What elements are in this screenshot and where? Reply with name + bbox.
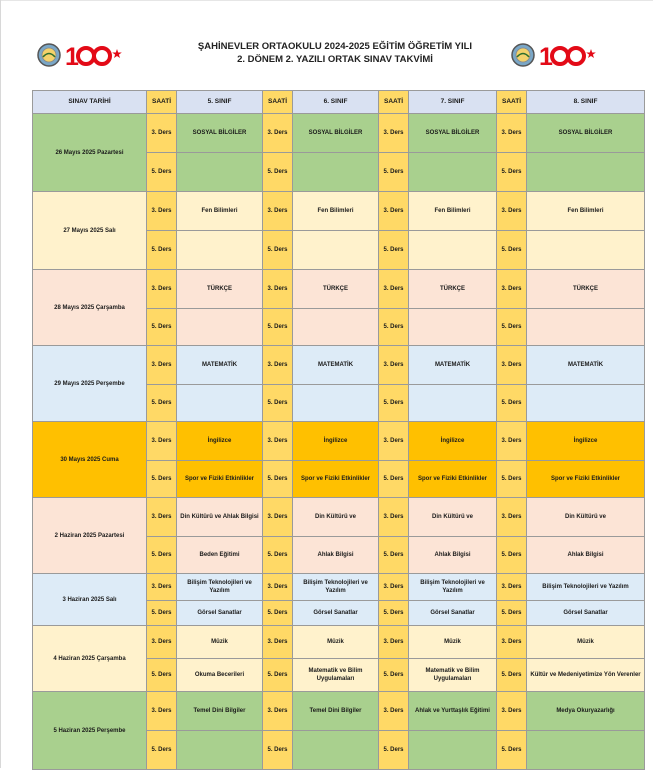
- schedule-body: [33, 114, 645, 770]
- table-row: [33, 692, 645, 731]
- exam-subject-cell-grade-7: Fen Bilimleri: [409, 192, 497, 231]
- exam-subject-cell-grade-8: Görsel Sanatlar: [527, 601, 645, 626]
- table-row: [33, 498, 645, 537]
- lesson-period-cell: 3. Ders: [379, 692, 409, 731]
- lesson-period-cell: 5. Ders: [147, 659, 177, 692]
- lesson-period-cell: 5. Ders: [497, 153, 527, 192]
- exam-subject-cell-grade-5: TÜRKÇE: [177, 270, 263, 309]
- lesson-period-cell: 5. Ders: [497, 601, 527, 626]
- exam-subject-cell-grade-8: [527, 231, 645, 270]
- exam-subject-cell-grade-6: [293, 309, 379, 346]
- exam-subject-cell-grade-6: TÜRKÇE: [293, 270, 379, 309]
- lesson-period-cell: 5. Ders: [147, 601, 177, 626]
- exam-subject-cell-grade-6: Matematik ve Bilim Uygulamaları: [293, 659, 379, 692]
- exam-subject-cell-grade-5: Görsel Sanatlar: [177, 601, 263, 626]
- top-rule: [0, 0, 653, 1]
- lesson-period-cell: 3. Ders: [147, 692, 177, 731]
- lesson-period-cell: 3. Ders: [497, 346, 527, 385]
- exam-subject-cell-grade-6: Fen Bilimleri: [293, 192, 379, 231]
- lesson-period-cell: 3. Ders: [379, 192, 409, 231]
- table-header-row: [33, 91, 645, 114]
- exam-subject-cell-grade-6: Ahlak Bilgisi: [293, 537, 379, 574]
- svg-text:1: 1: [65, 43, 79, 71]
- lesson-period-cell: 3. Ders: [147, 346, 177, 385]
- lesson-period-cell: 3. Ders: [147, 270, 177, 309]
- exam-subject-cell-grade-5: Beden Eğitimi: [177, 537, 263, 574]
- exam-subject-cell-grade-7: [409, 731, 497, 770]
- header-saat: SAATİ: [379, 91, 409, 114]
- table-row: [33, 114, 645, 153]
- lesson-period-cell: 5. Ders: [263, 659, 293, 692]
- exam-subject-cell-grade-7: Müzik: [409, 626, 497, 659]
- lesson-period-cell: 3. Ders: [147, 626, 177, 659]
- lesson-period-cell: 3. Ders: [147, 192, 177, 231]
- lesson-period-cell: 5. Ders: [263, 385, 293, 422]
- exam-subject-cell-grade-6: Müzik: [293, 626, 379, 659]
- exam-subject-cell-grade-7: MATEMATİK: [409, 346, 497, 385]
- lesson-period-cell: 3. Ders: [263, 346, 293, 385]
- document-title: [180, 40, 490, 66]
- exam-subject-cell-grade-7: TÜRKÇE: [409, 270, 497, 309]
- lesson-period-cell: 5. Ders: [497, 461, 527, 498]
- lesson-period-cell: 3. Ders: [379, 626, 409, 659]
- exam-subject-cell-grade-8: Spor ve Fiziki Etkinlikler: [527, 461, 645, 498]
- header-grade-8: 8. SINIF: [527, 91, 645, 114]
- lesson-period-cell: 3. Ders: [379, 574, 409, 601]
- exam-subject-cell-grade-8: Din Kültürü ve: [527, 498, 645, 537]
- lesson-period-cell: 3. Ders: [263, 692, 293, 731]
- exam-date-cell: 30 Mayıs 2025 Cuma: [33, 422, 147, 498]
- lesson-period-cell: 3. Ders: [263, 114, 293, 153]
- exam-subject-cell-grade-5: Bilişim Teknolojileri ve Yazılım: [177, 574, 263, 601]
- exam-subject-cell-grade-7: Din Kültürü ve: [409, 498, 497, 537]
- exam-subject-cell-grade-8: Kültür ve Medeniyetimize Yön Verenler: [527, 659, 645, 692]
- exam-subject-cell-grade-8: [527, 385, 645, 422]
- lesson-period-cell: 5. Ders: [497, 309, 527, 346]
- exam-subject-cell-grade-8: MATEMATİK: [527, 346, 645, 385]
- lesson-period-cell: 5. Ders: [497, 385, 527, 422]
- lesson-period-cell: 3. Ders: [497, 192, 527, 231]
- exam-subject-cell-grade-8: Medya Okuryazarlığı: [527, 692, 645, 731]
- lesson-period-cell: 5. Ders: [147, 537, 177, 574]
- exam-subject-cell-grade-8: TÜRKÇE: [527, 270, 645, 309]
- lesson-period-cell: 5. Ders: [379, 601, 409, 626]
- exam-subject-cell-grade-5: [177, 153, 263, 192]
- lesson-period-cell: 5. Ders: [263, 537, 293, 574]
- table-row: [33, 626, 645, 659]
- lesson-period-cell: 5. Ders: [497, 231, 527, 270]
- exam-subject-cell-grade-5: [177, 309, 263, 346]
- lesson-period-cell: 5. Ders: [147, 231, 177, 270]
- exam-subject-cell-grade-8: Fen Bilimleri: [527, 192, 645, 231]
- svg-text:1: 1: [539, 43, 553, 71]
- lesson-period-cell: 5. Ders: [379, 731, 409, 770]
- exam-subject-cell-grade-6: Bilişim Teknolojileri ve Yazılım: [293, 574, 379, 601]
- exam-subject-cell-grade-6: [293, 385, 379, 422]
- lesson-period-cell: 3. Ders: [147, 114, 177, 153]
- lesson-period-cell: 5. Ders: [379, 659, 409, 692]
- exam-subject-cell-grade-6: SOSYAL BİLGİLER: [293, 114, 379, 153]
- lesson-period-cell: 3. Ders: [263, 574, 293, 601]
- title-line-2: 2. DÖNEM 2. YAZILI ORTAK SINAV TAKVİMİ: [237, 54, 433, 65]
- exam-subject-cell-grade-6: Görsel Sanatlar: [293, 601, 379, 626]
- exam-date-cell: 26 Mayıs 2025 Pazartesi: [33, 114, 147, 192]
- exam-subject-cell-grade-7: [409, 153, 497, 192]
- exam-subject-cell-grade-5: Müzik: [177, 626, 263, 659]
- lesson-period-cell: 5. Ders: [147, 153, 177, 192]
- table-row: [33, 422, 645, 461]
- exam-date-cell: 2 Haziran 2025 Pazartesi: [33, 498, 147, 574]
- exam-subject-cell-grade-8: [527, 153, 645, 192]
- exam-subject-cell-grade-7: [409, 309, 497, 346]
- lesson-period-cell: 5. Ders: [147, 385, 177, 422]
- exam-subject-cell-grade-5: İngilizce: [177, 422, 263, 461]
- lesson-period-cell: 5. Ders: [263, 309, 293, 346]
- exam-subject-cell-grade-5: Temel Dini Bilgiler: [177, 692, 263, 731]
- exam-subject-cell-grade-7: Spor ve Fiziki Etkinlikler: [409, 461, 497, 498]
- table-row: [33, 346, 645, 385]
- lesson-period-cell: 5. Ders: [263, 731, 293, 770]
- exam-subject-cell-grade-8: Ahlak Bilgisi: [527, 537, 645, 574]
- exam-subject-cell-grade-5: SOSYAL BİLGİLER: [177, 114, 263, 153]
- lesson-period-cell: 5. Ders: [379, 537, 409, 574]
- exam-subject-cell-grade-6: MATEMATİK: [293, 346, 379, 385]
- exam-date-cell: 4 Haziran 2025 Çarşamba: [33, 626, 147, 692]
- lesson-period-cell: 3. Ders: [379, 346, 409, 385]
- table-row: [33, 270, 645, 309]
- lesson-period-cell: 3. Ders: [379, 422, 409, 461]
- lesson-period-cell: 5. Ders: [263, 601, 293, 626]
- exam-subject-cell-grade-6: [293, 153, 379, 192]
- exam-subject-cell-grade-7: Ahlak Bilgisi: [409, 537, 497, 574]
- header-date: SINAV TARİHİ: [33, 91, 147, 114]
- lesson-period-cell: 5. Ders: [379, 461, 409, 498]
- exam-subject-cell-grade-5: [177, 231, 263, 270]
- exam-subject-cell-grade-5: Din Kültürü ve Ahlak Bilgisi: [177, 498, 263, 537]
- lesson-period-cell: 3. Ders: [379, 498, 409, 537]
- lesson-period-cell: 5. Ders: [497, 731, 527, 770]
- exam-subject-cell-grade-5: Fen Bilimleri: [177, 192, 263, 231]
- lesson-period-cell: 5. Ders: [379, 231, 409, 270]
- lesson-period-cell: 3. Ders: [497, 626, 527, 659]
- exam-date-cell: 29 Mayıs 2025 Perşembe: [33, 346, 147, 422]
- logo-100-left: [34, 38, 126, 72]
- exam-subject-cell-grade-8: [527, 309, 645, 346]
- lesson-period-cell: 3. Ders: [263, 270, 293, 309]
- left-rule: [0, 0, 1, 768]
- lesson-period-cell: 3. Ders: [497, 498, 527, 537]
- lesson-period-cell: 5. Ders: [497, 659, 527, 692]
- lesson-period-cell: 3. Ders: [147, 498, 177, 537]
- lesson-period-cell: 3. Ders: [497, 574, 527, 601]
- exam-subject-cell-grade-7: Matematik ve Bilim Uygulamaları: [409, 659, 497, 692]
- lesson-period-cell: 5. Ders: [147, 309, 177, 346]
- exam-subject-cell-grade-7: İngilizce: [409, 422, 497, 461]
- header-grade-5: 5. SINIF: [177, 91, 263, 114]
- exam-date-cell: 5 Haziran 2025 Perşembe: [33, 692, 147, 770]
- table-row: [33, 192, 645, 231]
- lesson-period-cell: 5. Ders: [147, 731, 177, 770]
- exam-subject-cell-grade-8: SOSYAL BİLGİLER: [527, 114, 645, 153]
- exam-subject-cell-grade-8: İngilizce: [527, 422, 645, 461]
- lesson-period-cell: 3. Ders: [147, 422, 177, 461]
- lesson-period-cell: 3. Ders: [379, 270, 409, 309]
- exam-subject-cell-grade-6: [293, 231, 379, 270]
- lesson-period-cell: 5. Ders: [379, 385, 409, 422]
- lesson-period-cell: 5. Ders: [263, 231, 293, 270]
- exam-subject-cell-grade-5: [177, 385, 263, 422]
- lesson-period-cell: 3. Ders: [497, 270, 527, 309]
- lesson-period-cell: 5. Ders: [379, 309, 409, 346]
- lesson-period-cell: 5. Ders: [263, 461, 293, 498]
- lesson-period-cell: 5. Ders: [263, 153, 293, 192]
- table-row: [33, 574, 645, 601]
- exam-subject-cell-grade-6: Din Kültürü ve: [293, 498, 379, 537]
- exam-subject-cell-grade-8: Müzik: [527, 626, 645, 659]
- header-grade-7: 7. SINIF: [409, 91, 497, 114]
- header-saat: SAATİ: [147, 91, 177, 114]
- lesson-period-cell: 5. Ders: [497, 537, 527, 574]
- lesson-period-cell: 3. Ders: [263, 498, 293, 537]
- header-grade-6: 6. SINIF: [293, 91, 379, 114]
- exam-date-cell: 27 Mayıs 2025 Salı: [33, 192, 147, 270]
- exam-subject-cell-grade-7: [409, 231, 497, 270]
- title-line-1: ŞAHİNEVLER ORTAOKULU 2024-2025 EĞİTİM ÖĞRETİM YILI: [197, 41, 473, 52]
- exam-subject-cell-grade-6: Temel Dini Bilgiler: [293, 692, 379, 731]
- exam-subject-cell-grade-5: [177, 731, 263, 770]
- exam-subject-cell-grade-6: [293, 731, 379, 770]
- exam-subject-cell-grade-5: Spor ve Fiziki Etkinlikler: [177, 461, 263, 498]
- exam-subject-cell-grade-7: Görsel Sanatlar: [409, 601, 497, 626]
- lesson-period-cell: 5. Ders: [379, 153, 409, 192]
- lesson-period-cell: 3. Ders: [379, 114, 409, 153]
- exam-subject-cell-grade-7: [409, 385, 497, 422]
- exam-date-cell: 28 Mayıs 2025 Çarşamba: [33, 270, 147, 346]
- lesson-period-cell: 3. Ders: [263, 422, 293, 461]
- exam-date-cell: 3 Haziran 2025 Salı: [33, 574, 147, 626]
- exam-subject-cell-grade-5: Okuma Becerileri: [177, 659, 263, 692]
- lesson-period-cell: 3. Ders: [497, 422, 527, 461]
- lesson-period-cell: 3. Ders: [263, 192, 293, 231]
- lesson-period-cell: 3. Ders: [147, 574, 177, 601]
- lesson-period-cell: 3. Ders: [497, 692, 527, 731]
- exam-subject-cell-grade-8: Bilişim Teknolojileri ve Yazılım: [527, 574, 645, 601]
- exam-subject-cell-grade-5: MATEMATİK: [177, 346, 263, 385]
- exam-subject-cell-grade-6: Spor ve Fiziki Etkinlikler: [293, 461, 379, 498]
- exam-subject-cell-grade-8: [527, 731, 645, 770]
- header-saat: SAATİ: [263, 91, 293, 114]
- lesson-period-cell: 5. Ders: [147, 461, 177, 498]
- exam-subject-cell-grade-6: İngilizce: [293, 422, 379, 461]
- lesson-period-cell: 3. Ders: [497, 114, 527, 153]
- lesson-period-cell: 3. Ders: [263, 626, 293, 659]
- logo-100-right: [508, 38, 600, 72]
- exam-schedule-table: [32, 90, 645, 770]
- header-saat: SAATİ: [497, 91, 527, 114]
- exam-subject-cell-grade-7: SOSYAL BİLGİLER: [409, 114, 497, 153]
- exam-subject-cell-grade-7: Bilişim Teknolojileri ve Yazılım: [409, 574, 497, 601]
- exam-subject-cell-grade-7: Ahlak ve Yurttaşlık Eğitimi: [409, 692, 497, 731]
